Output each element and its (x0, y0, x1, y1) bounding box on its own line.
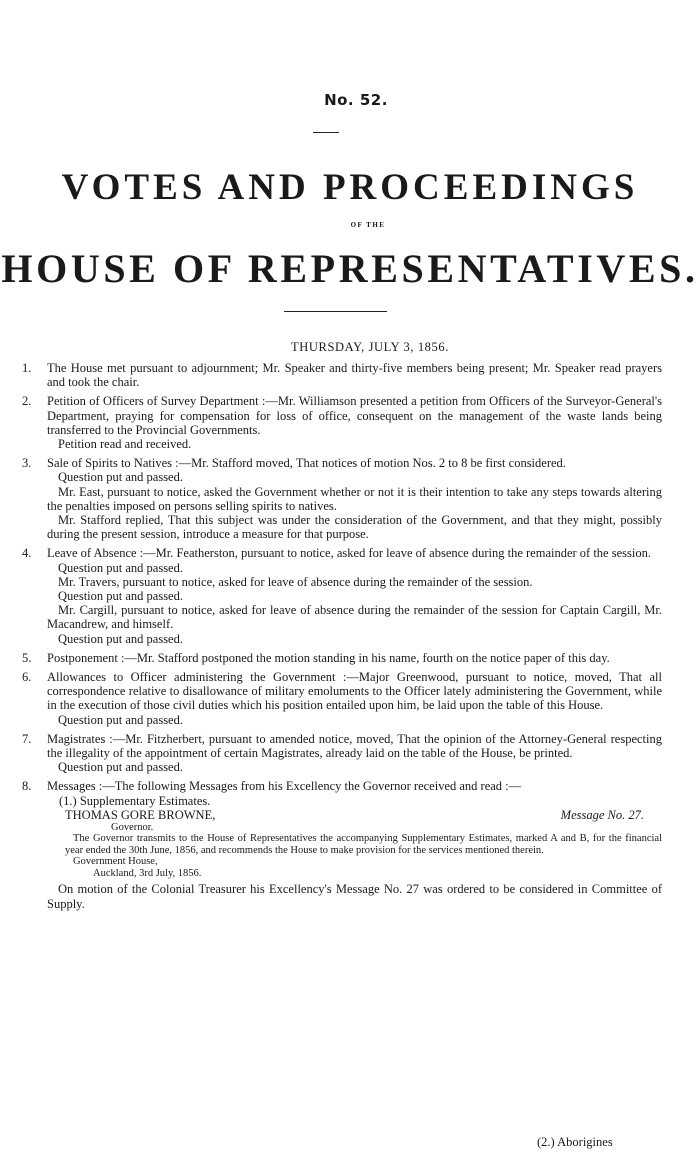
item-paragraph: Mr. East, pursuant to notice, asked the Government whether or not it is their intention to take any steps towards altering the penalties imposed on persons selling spirits to natives. (47, 484, 662, 513)
item-paragraph: Question put and passed. (58, 631, 183, 646)
item-text: Sale of Spirits to Natives :—Mr. Stafford moved, That notices of motion Nos. 2 to 8 be first considered. (47, 456, 566, 471)
item-paragraph: Question put and passed. (58, 712, 183, 727)
message-place: Government House, (73, 856, 158, 868)
item-number: 3. (22, 456, 32, 471)
message-body (65, 833, 662, 879)
item-paragraph: Question put and passed. (58, 760, 183, 775)
short-rule (313, 132, 339, 133)
item-text: Postponement :—Mr. Stafford postponed the motion standing in his name, fourth on the notice paper of this day. (47, 650, 610, 665)
message-text: The Governor transmits to the House of Representatives the accompanying Supplementary Estimates, marked A and B, for the financial year ended the 30th June, 1856, and recommends the House to make provision for the services mentioned therein. (65, 833, 662, 856)
item-paragraph: Mr. Travers, pursuant to notice, asked for leave of absence during the remainder of the session. (58, 574, 533, 589)
item-text: Messages :—The following Messages from his Excellency the Governor received and read :— (47, 779, 522, 794)
item-number: 8. (22, 779, 32, 794)
catchword: (2.) Aborigines (537, 1135, 613, 1149)
item-text: Leave of Absence :—Mr. Featherston, pursuant to notice, asked for leave of absence during the remainder of the session. (47, 546, 651, 561)
item-5 (22, 651, 662, 665)
sitting-date: THURSDAY, JULY 3, 1856. (291, 340, 449, 354)
item-number: 6. (22, 670, 32, 685)
message-heading: (1.) Supplementary Estimates. (59, 793, 211, 808)
item-1 (22, 361, 662, 389)
item-paragraph: Mr. Stafford replied, That this subject was under the consideration of the Government, and that they might, possibly during the present session, introduce a measure for that purpose. (47, 513, 662, 542)
item-number: 7. (22, 731, 32, 746)
long-rule (284, 311, 387, 312)
item-paragraph: Question put and passed. (58, 470, 183, 485)
title-of-the: OF THE (350, 221, 386, 229)
item-number: 2. (22, 394, 32, 409)
item-number: 4. (22, 546, 32, 561)
item-number: 1. (22, 361, 32, 375)
message-date: Auckland, 3rd July, 1856. (93, 867, 202, 879)
message-number: Message No. 27. (560, 807, 644, 822)
item-4 (22, 546, 662, 645)
item-text: The House met pursuant to adjournment; Mr. Speaker and thirty-five members being present; Mr. Speaker read prayers and took the chair. (47, 361, 662, 390)
item-paragraph: Question put and passed. (58, 589, 183, 604)
item-6 (22, 670, 662, 727)
message-sender-line (65, 808, 662, 822)
item-3 (22, 456, 662, 541)
item-paragraph: Petition read and received. (58, 437, 192, 452)
proceedings-body (22, 361, 662, 911)
item-paragraph: On motion of the Colonial Treasurer his Excellency's Message No. 27 was ordered to be considered in Committee of Supply. (47, 882, 662, 911)
item-2 (22, 394, 662, 451)
item-text: Petition of Officers of Survey Department :—Mr. Williamson presented a petition from Officers of the Surveyor-General's Department, praying for compensation for loss of office, consequent on the management of the waste lands being transferred to the Provincial Governments. (47, 394, 662, 437)
message-block (65, 808, 662, 880)
title-house-of-representatives: HOUSE OF REPRESENTATIVES. (1, 246, 699, 291)
title-votes-and-proceedings: VOTES AND PROCEEDINGS (61, 167, 639, 208)
message-sender: THOMAS GORE BROWNE, (65, 807, 216, 822)
item-number: 5. (22, 650, 32, 665)
item-text: Magistrates :—Mr. Fitzherbert, pursuant to amended notice, moved, That the opinion of the Attorney-General respecting the illegality of the appointment of certain Magistrates, already laid on the table of the House, be printed. (47, 731, 662, 761)
item-7 (22, 732, 662, 775)
item-text: Allowances to Officer administering the Government :—Major Greenwood, pursuant to notice, moved, That all correspondence relative to disallowance of military emoluments to the Officer lately administering the Government, while in the execution of those civil duties which his position entailed upon him, be laid upon the table of this House. (47, 670, 662, 713)
item-paragraph: Question put and passed. (58, 560, 183, 575)
item-8 (22, 779, 662, 910)
item-paragraph: Mr. Cargill, pursuant to notice, asked for leave of absence during the remainder of the session for Captain Cargill, Mr. Macandrew, and himself. (47, 603, 662, 632)
issue-number: No. 52. (324, 91, 388, 109)
message-governor: Governor. (111, 822, 154, 834)
